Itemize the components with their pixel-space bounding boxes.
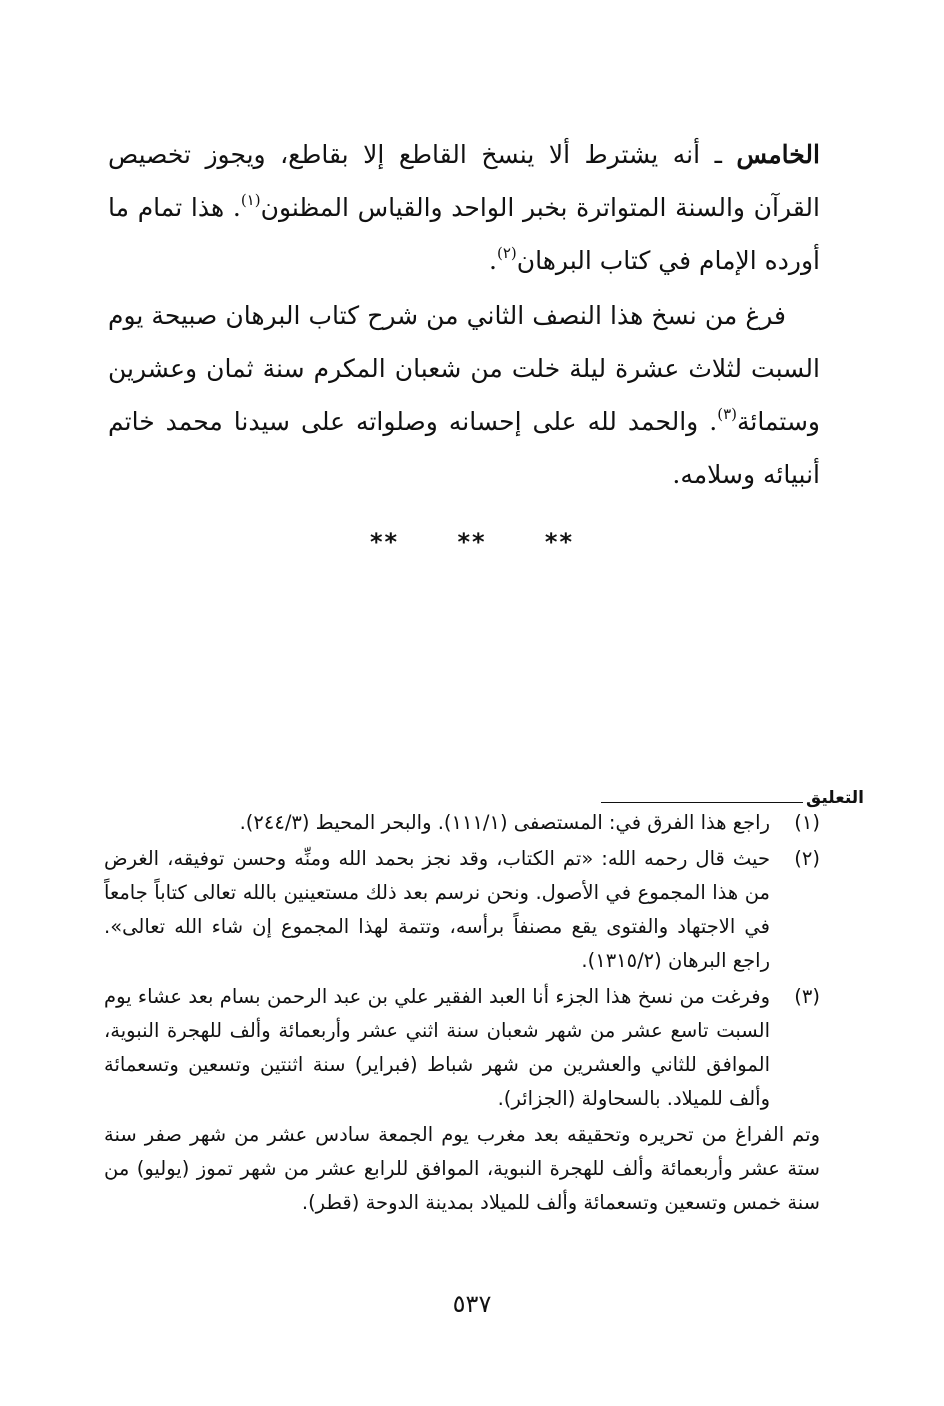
footnotes <box>104 806 820 1220</box>
paragraph-2-text-b: . والحمد لله على إحسانه وصلواته على سيدنا محمد خاتم أنبيائه وسلامه. <box>108 407 820 489</box>
paragraph-2 <box>108 289 820 501</box>
footnote-number: (٢) <box>794 847 820 870</box>
paragraph-1-text-b: . هذا تمام ما أورده الإمام في كتاب البرهان <box>108 193 820 275</box>
footnote-3-continuation: وتم الفراغ من تحريره وتحقيقه بعد مغرب يوم الجمعة سادس عشر من شهر صفر سنة ستة عشر وأربعمائة وألف للهجرة النبوية، الموافق للرابع عشر من شهر تموز (يوليو) من سنة خمس وتسعين وتسعمائة وألف للميلاد بمدينة الدوحة (قطر). <box>104 1123 820 1214</box>
paragraph-1-text-a: ـ أنه يشترط ألا ينسخ القاطع إلا بقاطع، ويجوز تخصيص القرآن والسنة المتواترة بخبر الواحد والقياس المظنون <box>108 140 820 222</box>
footnotes-title: التعليق <box>806 788 864 808</box>
paragraph-lead-word: الخامس <box>736 140 820 169</box>
asterisk-group: ** <box>369 528 400 556</box>
footnote-1 <box>104 806 820 840</box>
paragraph-1-text-c: . <box>489 246 497 275</box>
paragraph-2-text-a: فرغ من نسخ هذا النصف الثاني من شرح كتاب البرهان صبيحة يوم السبت لثلاث عشرة ليلة خلت من شعبان المكرم سنة ثمان وعشرين وستمائة <box>108 301 820 436</box>
footnote-ref-3: (٣) <box>717 405 737 423</box>
footnotes-header <box>601 788 864 808</box>
main-text <box>108 128 820 503</box>
footnote-3 <box>104 980 820 1116</box>
footnote-text: وفرغت من نسخ هذا الجزء أنا العبد الفقير علي بن عبد الرحمن بسام بعد عشاء يوم السبت تاسع عشر من شهر شعبان سنة اثني عشر وأربعمائة وألف للهجرة النبوية، الموافق للثاني والعشرين من شهر شباط (فبراير) سنة اثنتين وتسعين وتسعمائة وألف للميلاد. بالسحاولة (الجزائر). <box>104 985 770 1110</box>
footnote-number: (١) <box>794 811 820 834</box>
footnote-ref-2: (٢) <box>496 244 517 262</box>
footnote-text: راجع هذا الفرق في: المستصفى (١١١/١). والبحر المحيط (٢٤٤/٣). <box>239 811 770 834</box>
footnote-number: (٣) <box>794 985 820 1008</box>
asterisk-group: ** <box>544 528 575 556</box>
asterisk-group: ** <box>457 528 487 556</box>
footnote-text: حيث قال رحمه الله: «تم الكتاب، وقد نجز بحمد الله ومنِّه وحسن توفيقه، الغرض من هذا المجموع في الأصول. ونحن نرسم بعد ذلك مستعينين بالله تعالى كتاباً جامعاً في الاجتهاد والفتوى يقع مصنفاً برأسه، وتتمة لهذا المجموع إن شاء الله تعالى». راجع البرهان (١٣١٥/٢). <box>104 847 770 972</box>
section-separator <box>0 528 944 556</box>
footnote-2 <box>104 842 820 978</box>
footnote-ref-1: (١) <box>240 191 261 209</box>
page-number: ٥٣٧ <box>452 1290 492 1318</box>
paragraph-1 <box>108 128 820 287</box>
footnotes-divider <box>601 802 803 803</box>
